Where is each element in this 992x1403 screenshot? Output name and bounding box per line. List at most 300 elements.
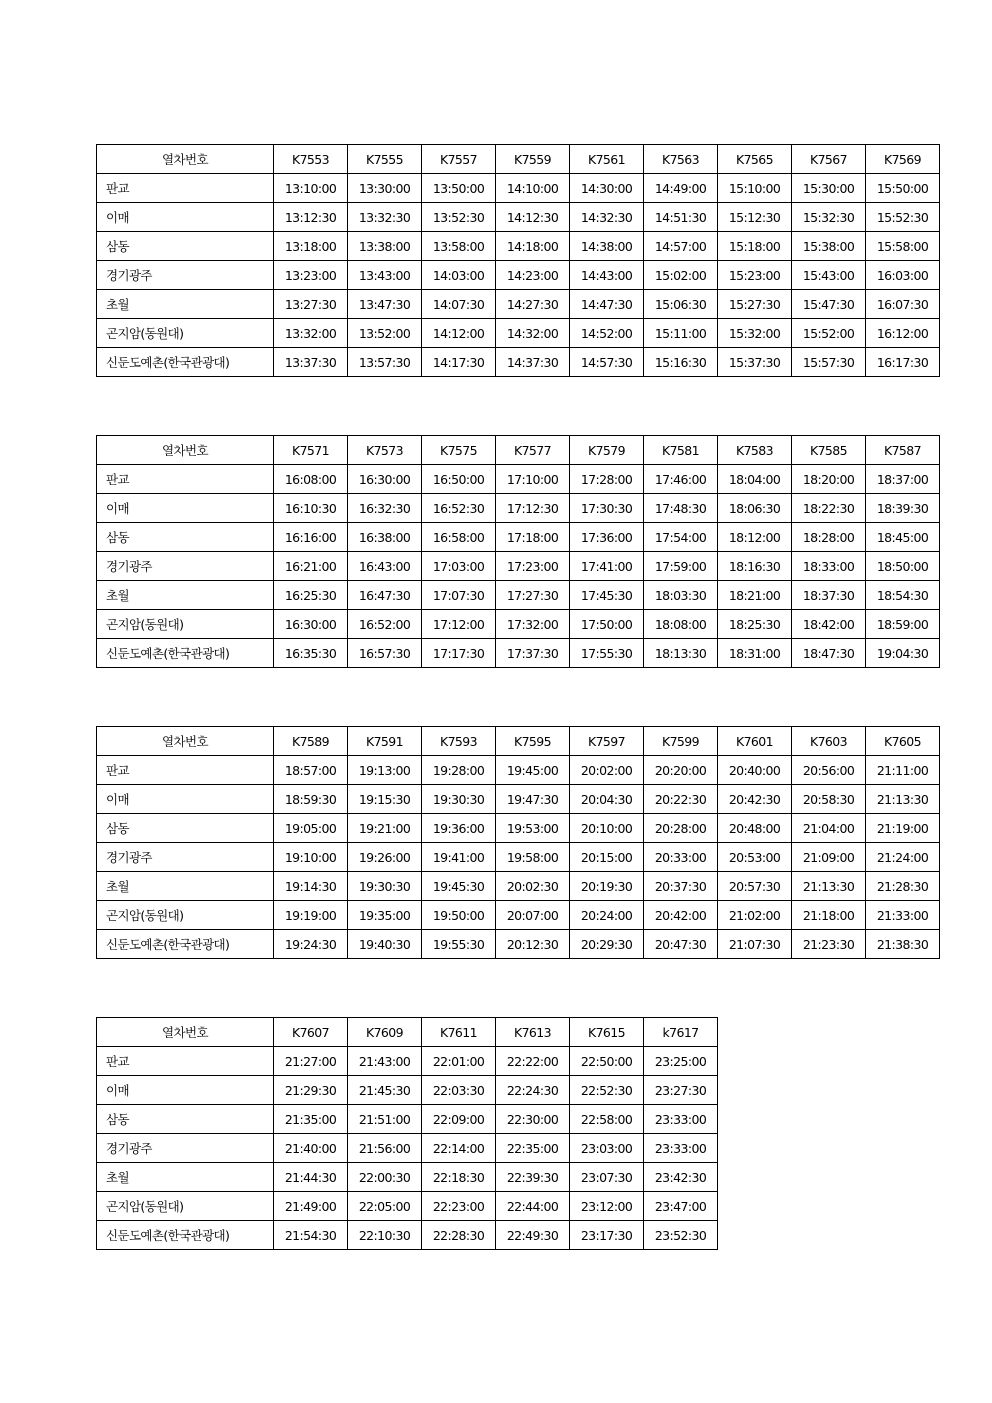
time-cell: 23:07:30 [570,1163,644,1192]
table-row [97,756,940,785]
time-cell: 17:50:00 [570,610,644,639]
time-cell: 17:03:00 [422,552,496,581]
time-cell: 19:35:00 [348,901,422,930]
time-cell: 19:24:30 [274,930,348,959]
time-cell: 18:59:30 [274,785,348,814]
time-cell: 19:21:00 [348,814,422,843]
time-cell: 21:09:00 [792,843,866,872]
time-cell: 16:25:30 [274,581,348,610]
time-cell: 21:56:00 [348,1134,422,1163]
time-cell: 21:51:00 [348,1105,422,1134]
time-cell: 22:50:00 [570,1047,644,1076]
table-row [97,1047,718,1076]
time-cell: 17:37:30 [496,639,570,668]
time-cell: 14:57:30 [570,348,644,377]
train-number-cell: K7577 [496,436,570,465]
time-cell: 19:50:00 [422,901,496,930]
time-cell: 21:24:00 [866,843,940,872]
station-name-cell: 경기광주 [97,1134,274,1163]
time-cell: 15:27:30 [718,290,792,319]
station-name-cell: 이매 [97,1076,274,1105]
train-number-cell: K7581 [644,436,718,465]
train-number-cell: K7613 [496,1018,570,1047]
time-cell: 22:30:00 [496,1105,570,1134]
time-cell: 15:52:00 [792,319,866,348]
time-cell: 20:57:30 [718,872,792,901]
table-row [97,319,940,348]
train-number-cell: K7605 [866,727,940,756]
time-cell: 21:04:00 [792,814,866,843]
station-name-cell: 삼동 [97,523,274,552]
table-row [97,843,940,872]
time-cell: 16:16:00 [274,523,348,552]
time-cell: 16:57:30 [348,639,422,668]
time-cell: 19:45:00 [496,756,570,785]
time-cell: 15:37:30 [718,348,792,377]
train-number-cell: K7565 [718,145,792,174]
train-number-cell: K7569 [866,145,940,174]
time-cell: 21:43:00 [348,1047,422,1076]
time-cell: 14:32:30 [570,203,644,232]
train-number-cell: K7553 [274,145,348,174]
time-cell: 20:24:00 [570,901,644,930]
table-row [97,610,940,639]
train-number-cell: K7579 [570,436,644,465]
station-name-cell: 이매 [97,785,274,814]
time-cell: 18:12:00 [718,523,792,552]
time-cell: 18:50:00 [866,552,940,581]
station-name-cell: 삼동 [97,1105,274,1134]
table-row [97,261,940,290]
table-row [97,1134,718,1163]
time-cell: 19:41:00 [422,843,496,872]
time-cell: 14:23:00 [496,261,570,290]
time-cell: 22:23:00 [422,1192,496,1221]
time-cell: 21:02:00 [718,901,792,930]
time-cell: 14:07:30 [422,290,496,319]
time-cell: 13:18:00 [274,232,348,261]
time-cell: 21:23:30 [792,930,866,959]
time-cell: 13:30:00 [348,174,422,203]
time-cell: 20:53:00 [718,843,792,872]
time-cell: 21:45:30 [348,1076,422,1105]
time-cell: 21:44:30 [274,1163,348,1192]
time-cell: 15:12:30 [718,203,792,232]
time-cell: 21:27:00 [274,1047,348,1076]
time-cell: 18:25:30 [718,610,792,639]
train-number-cell: K7559 [496,145,570,174]
time-cell: 18:04:00 [718,465,792,494]
time-cell: 19:58:00 [496,843,570,872]
time-cell: 19:13:00 [348,756,422,785]
station-name-cell: 판교 [97,174,274,203]
table-row [97,174,940,203]
train-number-cell: K7607 [274,1018,348,1047]
time-cell: 17:36:00 [570,523,644,552]
time-cell: 19:45:30 [422,872,496,901]
header-label-cell: 열차번호 [97,145,274,174]
table-row [97,1192,718,1221]
time-cell: 13:37:30 [274,348,348,377]
timetable-container [96,144,940,1308]
table-header-row [97,727,940,756]
time-cell: 15:30:00 [792,174,866,203]
time-cell: 14:57:00 [644,232,718,261]
time-cell: 20:40:00 [718,756,792,785]
time-cell: 23:33:00 [644,1105,718,1134]
time-cell: 22:10:30 [348,1221,422,1250]
time-cell: 21:54:30 [274,1221,348,1250]
time-cell: 18:39:30 [866,494,940,523]
time-cell: 22:05:00 [348,1192,422,1221]
time-cell: 19:53:00 [496,814,570,843]
station-name-cell: 신둔도예촌(한국관광대) [97,348,274,377]
time-cell: 13:12:30 [274,203,348,232]
table-row [97,814,940,843]
time-cell: 22:18:30 [422,1163,496,1192]
train-number-cell: K7591 [348,727,422,756]
time-cell: 15:11:00 [644,319,718,348]
time-cell: 14:12:30 [496,203,570,232]
time-cell: 22:22:00 [496,1047,570,1076]
time-cell: 18:57:00 [274,756,348,785]
table-row [97,639,940,668]
table-row [97,494,940,523]
time-cell: 23:47:00 [644,1192,718,1221]
time-cell: 23:27:30 [644,1076,718,1105]
train-number-cell: K7575 [422,436,496,465]
time-cell: 23:33:00 [644,1134,718,1163]
time-cell: 16:03:00 [866,261,940,290]
time-cell: 16:17:30 [866,348,940,377]
time-cell: 22:14:00 [422,1134,496,1163]
time-cell: 18:16:30 [718,552,792,581]
time-cell: 13:52:30 [422,203,496,232]
time-cell: 18:42:00 [792,610,866,639]
time-cell: 18:59:00 [866,610,940,639]
train-number-cell: K7571 [274,436,348,465]
time-cell: 15:16:30 [644,348,718,377]
station-name-cell: 초월 [97,290,274,319]
station-name-cell: 이매 [97,203,274,232]
time-cell: 15:58:00 [866,232,940,261]
time-cell: 14:12:00 [422,319,496,348]
station-name-cell: 판교 [97,465,274,494]
time-cell: 22:03:30 [422,1076,496,1105]
time-cell: 18:31:00 [718,639,792,668]
train-number-cell: K7597 [570,727,644,756]
time-cell: 15:32:30 [792,203,866,232]
time-cell: 16:47:30 [348,581,422,610]
time-cell: 23:25:00 [644,1047,718,1076]
time-cell: 16:35:30 [274,639,348,668]
train-number-cell: k7617 [644,1018,718,1047]
time-cell: 17:10:00 [496,465,570,494]
time-cell: 20:10:00 [570,814,644,843]
time-cell: 20:33:00 [644,843,718,872]
time-cell: 13:23:00 [274,261,348,290]
time-cell: 23:12:00 [570,1192,644,1221]
time-cell: 21:29:30 [274,1076,348,1105]
time-cell: 14:18:00 [496,232,570,261]
station-name-cell: 곤지암(동원대) [97,901,274,930]
time-cell: 19:05:00 [274,814,348,843]
time-cell: 18:33:00 [792,552,866,581]
table-row [97,348,940,377]
train-number-cell: K7599 [644,727,718,756]
time-cell: 14:17:30 [422,348,496,377]
station-name-cell: 삼동 [97,232,274,261]
station-name-cell: 이매 [97,494,274,523]
timetable-2 [96,435,940,668]
time-cell: 13:32:30 [348,203,422,232]
time-cell: 21:11:00 [866,756,940,785]
train-number-cell: K7589 [274,727,348,756]
time-cell: 19:55:30 [422,930,496,959]
time-cell: 15:10:00 [718,174,792,203]
time-cell: 17:59:00 [644,552,718,581]
time-cell: 22:49:30 [496,1221,570,1250]
time-cell: 13:47:30 [348,290,422,319]
train-number-cell: K7557 [422,145,496,174]
time-cell: 21:49:00 [274,1192,348,1221]
table-row [97,872,940,901]
time-cell: 17:32:00 [496,610,570,639]
station-name-cell: 곤지암(동원대) [97,1192,274,1221]
station-name-cell: 삼동 [97,814,274,843]
station-name-cell: 판교 [97,756,274,785]
time-cell: 20:02:30 [496,872,570,901]
station-name-cell: 초월 [97,872,274,901]
time-cell: 19:19:00 [274,901,348,930]
station-name-cell: 신둔도예촌(한국관광대) [97,930,274,959]
table-row [97,1105,718,1134]
time-cell: 15:50:00 [866,174,940,203]
time-cell: 19:28:00 [422,756,496,785]
train-number-cell: K7615 [570,1018,644,1047]
time-cell: 21:19:00 [866,814,940,843]
time-cell: 20:42:30 [718,785,792,814]
table-row [97,232,940,261]
train-number-cell: K7593 [422,727,496,756]
time-cell: 20:19:30 [570,872,644,901]
time-cell: 14:30:00 [570,174,644,203]
time-cell: 14:38:00 [570,232,644,261]
time-cell: 21:33:00 [866,901,940,930]
time-cell: 15:18:00 [718,232,792,261]
time-cell: 22:39:30 [496,1163,570,1192]
train-number-cell: K7587 [866,436,940,465]
time-cell: 13:52:00 [348,319,422,348]
time-cell: 18:37:30 [792,581,866,610]
time-cell: 14:37:30 [496,348,570,377]
time-cell: 20:47:30 [644,930,718,959]
time-cell: 13:32:00 [274,319,348,348]
time-cell: 21:38:30 [866,930,940,959]
time-cell: 22:28:30 [422,1221,496,1250]
table-header-row [97,145,940,174]
time-cell: 19:36:00 [422,814,496,843]
timetable-1 [96,144,940,377]
time-cell: 15:43:00 [792,261,866,290]
time-cell: 18:37:00 [866,465,940,494]
table-row [97,785,940,814]
time-cell: 19:10:00 [274,843,348,872]
time-cell: 15:38:00 [792,232,866,261]
time-cell: 16:43:00 [348,552,422,581]
time-cell: 20:28:00 [644,814,718,843]
time-cell: 17:30:30 [570,494,644,523]
time-cell: 20:12:30 [496,930,570,959]
table-row [97,465,940,494]
train-number-cell: K7567 [792,145,866,174]
time-cell: 13:57:30 [348,348,422,377]
time-cell: 20:22:30 [644,785,718,814]
train-number-cell: K7573 [348,436,422,465]
time-cell: 22:24:30 [496,1076,570,1105]
time-cell: 13:38:00 [348,232,422,261]
time-cell: 22:44:00 [496,1192,570,1221]
time-cell: 17:46:00 [644,465,718,494]
table-header-row [97,1018,718,1047]
train-number-cell: K7601 [718,727,792,756]
time-cell: 17:18:00 [496,523,570,552]
time-cell: 13:50:00 [422,174,496,203]
time-cell: 17:48:30 [644,494,718,523]
time-cell: 14:10:00 [496,174,570,203]
time-cell: 23:52:30 [644,1221,718,1250]
time-cell: 15:47:30 [792,290,866,319]
time-cell: 21:35:00 [274,1105,348,1134]
time-cell: 21:18:00 [792,901,866,930]
station-name-cell: 판교 [97,1047,274,1076]
time-cell: 16:30:00 [274,610,348,639]
station-name-cell: 신둔도예촌(한국관광대) [97,1221,274,1250]
time-cell: 22:01:00 [422,1047,496,1076]
time-cell: 23:42:30 [644,1163,718,1192]
train-number-cell: K7603 [792,727,866,756]
table-row [97,1221,718,1250]
train-number-cell: K7555 [348,145,422,174]
time-cell: 20:20:00 [644,756,718,785]
time-cell: 21:28:30 [866,872,940,901]
table-row [97,203,940,232]
time-cell: 19:30:30 [422,785,496,814]
time-cell: 13:10:00 [274,174,348,203]
time-cell: 23:17:30 [570,1221,644,1250]
time-cell: 17:55:30 [570,639,644,668]
table-row [97,1163,718,1192]
table-header-row [97,436,940,465]
time-cell: 22:58:00 [570,1105,644,1134]
time-cell: 14:52:00 [570,319,644,348]
time-cell: 20:04:30 [570,785,644,814]
time-cell: 18:20:00 [792,465,866,494]
time-cell: 20:15:00 [570,843,644,872]
time-cell: 20:42:00 [644,901,718,930]
time-cell: 16:07:30 [866,290,940,319]
train-number-cell: K7583 [718,436,792,465]
time-cell: 13:27:30 [274,290,348,319]
time-cell: 16:30:00 [348,465,422,494]
station-name-cell: 초월 [97,1163,274,1192]
station-name-cell: 경기광주 [97,552,274,581]
table-row [97,552,940,581]
train-number-cell: K7585 [792,436,866,465]
train-number-cell: K7609 [348,1018,422,1047]
time-cell: 23:03:00 [570,1134,644,1163]
station-name-cell: 경기광주 [97,843,274,872]
time-cell: 18:13:30 [644,639,718,668]
train-number-cell: K7611 [422,1018,496,1047]
time-cell: 14:32:00 [496,319,570,348]
time-cell: 18:47:30 [792,639,866,668]
table-row [97,901,940,930]
train-number-cell: K7561 [570,145,644,174]
time-cell: 19:26:00 [348,843,422,872]
time-cell: 18:06:30 [718,494,792,523]
time-cell: 16:38:00 [348,523,422,552]
time-cell: 18:08:00 [644,610,718,639]
station-name-cell: 신둔도예촌(한국관광대) [97,639,274,668]
time-cell: 20:29:30 [570,930,644,959]
time-cell: 22:35:00 [496,1134,570,1163]
time-cell: 17:07:30 [422,581,496,610]
time-cell: 14:47:30 [570,290,644,319]
time-cell: 16:08:00 [274,465,348,494]
time-cell: 17:23:00 [496,552,570,581]
time-cell: 19:47:30 [496,785,570,814]
time-cell: 17:12:30 [496,494,570,523]
time-cell: 16:58:00 [422,523,496,552]
table-row [97,523,940,552]
timetable-3 [96,726,940,959]
time-cell: 21:13:30 [866,785,940,814]
time-cell: 13:58:00 [422,232,496,261]
time-cell: 18:21:00 [718,581,792,610]
time-cell: 18:45:00 [866,523,940,552]
time-cell: 17:54:00 [644,523,718,552]
time-cell: 15:57:30 [792,348,866,377]
time-cell: 15:06:30 [644,290,718,319]
header-label-cell: 열차번호 [97,436,274,465]
time-cell: 14:27:30 [496,290,570,319]
time-cell: 15:23:00 [718,261,792,290]
time-cell: 18:54:30 [866,581,940,610]
time-cell: 19:15:30 [348,785,422,814]
station-name-cell: 경기광주 [97,261,274,290]
time-cell: 22:52:30 [570,1076,644,1105]
timetable-4 [96,1017,718,1250]
time-cell: 15:02:00 [644,261,718,290]
time-cell: 21:07:30 [718,930,792,959]
header-label-cell: 열차번호 [97,1018,274,1047]
table-row [97,1076,718,1105]
table-row [97,581,940,610]
time-cell: 20:07:00 [496,901,570,930]
train-number-cell: K7595 [496,727,570,756]
time-cell: 18:03:30 [644,581,718,610]
time-cell: 14:03:00 [422,261,496,290]
time-cell: 22:09:00 [422,1105,496,1134]
time-cell: 16:52:00 [348,610,422,639]
time-cell: 20:58:30 [792,785,866,814]
time-cell: 19:30:30 [348,872,422,901]
time-cell: 18:22:30 [792,494,866,523]
header-label-cell: 열차번호 [97,727,274,756]
time-cell: 14:51:30 [644,203,718,232]
time-cell: 17:28:00 [570,465,644,494]
